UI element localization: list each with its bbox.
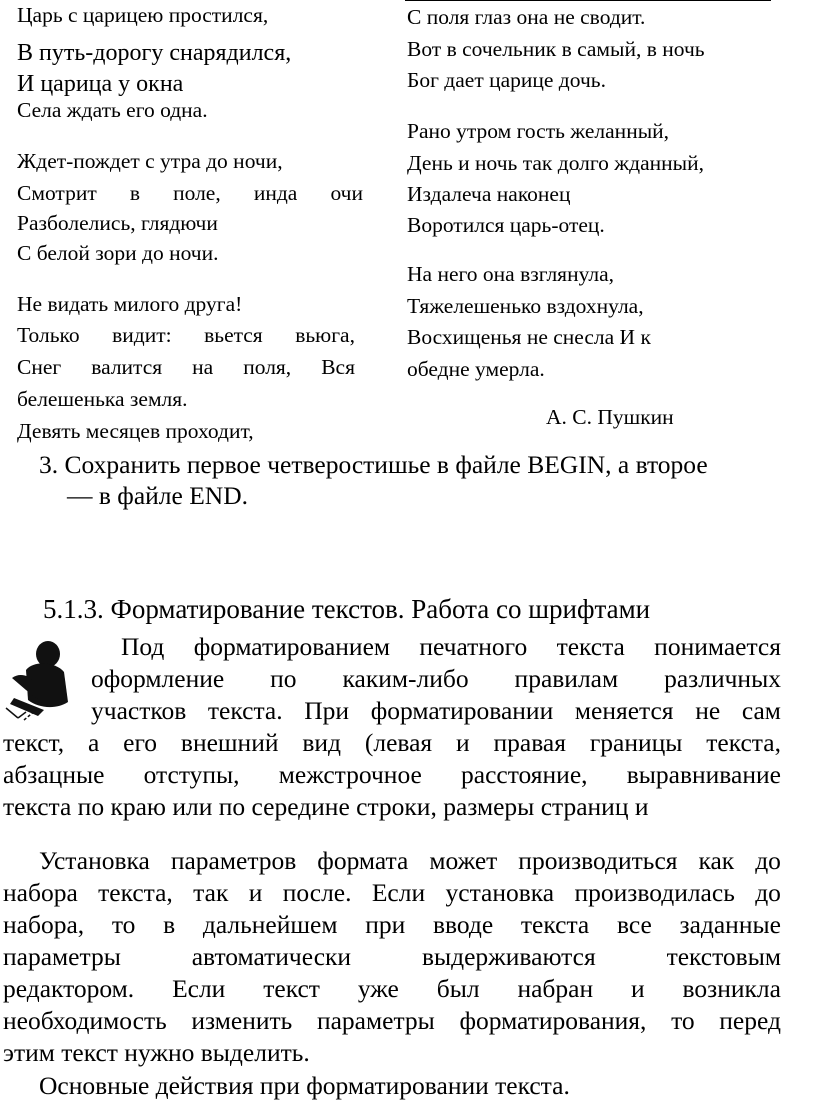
reading-person-icon bbox=[4, 636, 76, 726]
word: вид bbox=[302, 728, 342, 757]
word: (левая bbox=[364, 728, 433, 757]
word: производилась bbox=[574, 878, 735, 907]
paragraph-1-line-2 bbox=[91, 666, 781, 692]
word: в bbox=[163, 910, 176, 939]
word: текста bbox=[556, 632, 625, 661]
word: после. bbox=[282, 878, 352, 907]
word: Вся bbox=[321, 355, 355, 379]
word: При bbox=[304, 696, 350, 725]
paragraph-2-line-2 bbox=[3, 880, 781, 906]
word: изменить bbox=[191, 1006, 293, 1035]
poem-right-line-7: Воротился царь-отец. bbox=[407, 213, 605, 237]
word: установка bbox=[445, 878, 555, 907]
paragraph-1-line-3 bbox=[91, 698, 781, 724]
poem-right-line-3: Бог дает царице дочь. bbox=[407, 68, 606, 92]
word: набран bbox=[517, 974, 594, 1003]
word: текста, bbox=[706, 728, 781, 757]
word: форматировании bbox=[370, 696, 554, 725]
word: правая bbox=[493, 728, 566, 757]
word: оформление bbox=[91, 664, 225, 693]
word: Смотрит bbox=[17, 181, 97, 205]
poem-right-line-11: обедне умерла. bbox=[407, 357, 545, 381]
word: вьется bbox=[204, 323, 263, 347]
poem-left-line-9: Не видать милого друга! bbox=[17, 292, 243, 316]
word: перед bbox=[719, 1006, 781, 1035]
word: набора, bbox=[3, 910, 85, 939]
word: понимается bbox=[654, 632, 781, 661]
poem-right-line-2: Вот в сочельник в самый, в ночь bbox=[407, 37, 705, 61]
word: меняется bbox=[574, 696, 674, 725]
word: параметры bbox=[316, 1006, 435, 1035]
word: не bbox=[695, 696, 721, 725]
section-heading: 5.1.3. Форматирование текстов. Работа со шрифтами bbox=[43, 594, 651, 624]
word: выравнивание bbox=[626, 760, 781, 789]
word: необходимость bbox=[3, 1006, 167, 1035]
word: отступы, bbox=[143, 760, 240, 789]
word: инда bbox=[253, 181, 298, 205]
word: каким-либо bbox=[342, 664, 469, 693]
word: может bbox=[429, 846, 498, 875]
poem-left-line-3: И царица у окна bbox=[17, 71, 184, 97]
poem-right-line-10: Восхищенья не снесла И к bbox=[407, 325, 651, 349]
word: уже bbox=[357, 974, 399, 1003]
word: внешний bbox=[180, 728, 279, 757]
poem-left-line-5: Ждет-пождет с утра до ночи, bbox=[17, 149, 283, 173]
paragraph-3: Основные действия при форматировании текста. bbox=[39, 1071, 570, 1100]
poem-author: А. С. Пушкин bbox=[546, 405, 674, 429]
word: различных bbox=[664, 664, 781, 693]
word: текста, bbox=[98, 878, 173, 907]
word: вводе bbox=[432, 910, 494, 939]
word: так bbox=[193, 878, 229, 907]
word: производиться bbox=[518, 846, 678, 875]
word: текста bbox=[520, 910, 590, 939]
paragraph-1-line-5 bbox=[3, 762, 781, 788]
word: параметры bbox=[3, 942, 121, 971]
poem-left-line-8: С белой зори до ночи. bbox=[17, 241, 219, 265]
word: на bbox=[192, 355, 214, 379]
word: заданные bbox=[679, 910, 781, 939]
word: Под bbox=[121, 632, 165, 661]
word: по bbox=[270, 664, 297, 693]
paragraph-2-line-5 bbox=[3, 976, 781, 1002]
word: межстрочное bbox=[278, 760, 422, 789]
word: а bbox=[87, 728, 100, 757]
word: возникла bbox=[682, 974, 781, 1003]
word: очи bbox=[330, 181, 363, 205]
word: параметров bbox=[170, 846, 297, 875]
word: и bbox=[248, 878, 263, 907]
word: дальнейшем bbox=[202, 910, 338, 939]
word: участков bbox=[91, 696, 187, 725]
paragraph-2-line-4 bbox=[3, 944, 781, 970]
paragraph-2-line-3 bbox=[3, 912, 781, 938]
word: видит: bbox=[112, 323, 172, 347]
word: все bbox=[616, 910, 652, 939]
word: Снег bbox=[17, 355, 62, 379]
word: правилам bbox=[514, 664, 619, 693]
word: вьюга, bbox=[295, 323, 355, 347]
top-rule bbox=[405, 0, 771, 1]
task-line-2: — в файле END. bbox=[67, 481, 248, 510]
paragraph-1-line-6: текста по краю или по середине строки, размеры страниц и bbox=[3, 792, 649, 821]
poem-right-line-5: День и ночь так долго жданный, bbox=[407, 151, 704, 175]
word: как bbox=[698, 846, 735, 875]
word: текстовым bbox=[666, 942, 781, 971]
poem-left-line-2: В путь-дорогу снарядился, bbox=[17, 40, 292, 66]
paragraph-1-line-4 bbox=[3, 730, 781, 756]
word: поля, bbox=[243, 355, 292, 379]
word: в bbox=[129, 181, 140, 205]
word: текста. bbox=[207, 696, 283, 725]
word: абзацные bbox=[3, 760, 105, 789]
word: Если bbox=[172, 974, 226, 1003]
poem-left-line-10 bbox=[17, 325, 355, 347]
paragraph-1-line-1 bbox=[121, 634, 781, 660]
poem-right-line-8: На него она взглянула, bbox=[407, 262, 615, 286]
poem-left-line-4: Села ждать его одна. bbox=[17, 98, 208, 122]
word: поле, bbox=[173, 181, 221, 205]
word: то bbox=[111, 910, 136, 939]
word: автоматически bbox=[191, 942, 352, 971]
poem-right-line-1: С поля глаз она не сводит. bbox=[407, 5, 646, 29]
word: валится bbox=[91, 355, 163, 379]
poem-right-line-6: Издалеча наконец bbox=[407, 182, 571, 206]
word: и bbox=[631, 974, 645, 1003]
poem-left-line-1: Царь с царицею простился, bbox=[17, 3, 269, 27]
poem-left-line-12: белешенька земля. bbox=[17, 387, 188, 411]
word: был bbox=[436, 974, 480, 1003]
poem-left-line-11 bbox=[17, 357, 355, 379]
paragraph-2-line-6 bbox=[3, 1008, 781, 1034]
word: расстояние, bbox=[461, 760, 588, 789]
word: то bbox=[671, 1006, 695, 1035]
word: Если bbox=[371, 878, 426, 907]
word: форматирования, bbox=[459, 1006, 647, 1035]
word: до bbox=[755, 878, 781, 907]
word: печатного bbox=[419, 632, 528, 661]
word: форматированием bbox=[193, 632, 391, 661]
word: Только bbox=[17, 323, 80, 347]
word: границы bbox=[589, 728, 683, 757]
word: выдерживаются bbox=[421, 942, 596, 971]
word: Установка bbox=[39, 846, 150, 875]
poem-left-line-6 bbox=[17, 183, 363, 205]
word: формата bbox=[317, 846, 409, 875]
poem-right-line-9: Тяжелешенько вздохнула, bbox=[407, 294, 644, 318]
poem-right-line-4: Рано утром гость желанный, bbox=[407, 119, 670, 143]
word: текст bbox=[263, 974, 320, 1003]
task-line-1: 3. Сохранить первое четверостишье в файле BEGIN, а второе bbox=[39, 450, 708, 479]
word: его bbox=[123, 728, 158, 757]
word: сам bbox=[741, 696, 781, 725]
word: набора bbox=[3, 878, 78, 907]
word: текст, bbox=[3, 728, 65, 757]
poem-left-line-7: Разболелись, глядючи bbox=[17, 211, 218, 235]
paragraph-2-line-1 bbox=[39, 848, 781, 874]
word: и bbox=[456, 728, 470, 757]
word: до bbox=[755, 846, 781, 875]
paragraph-2-line-7: этим текст нужно выделить. bbox=[3, 1038, 310, 1067]
word: редактором. bbox=[3, 974, 135, 1003]
word: при bbox=[365, 910, 406, 939]
poem-left-line-13: Девять месяцев проходит, bbox=[17, 419, 254, 443]
